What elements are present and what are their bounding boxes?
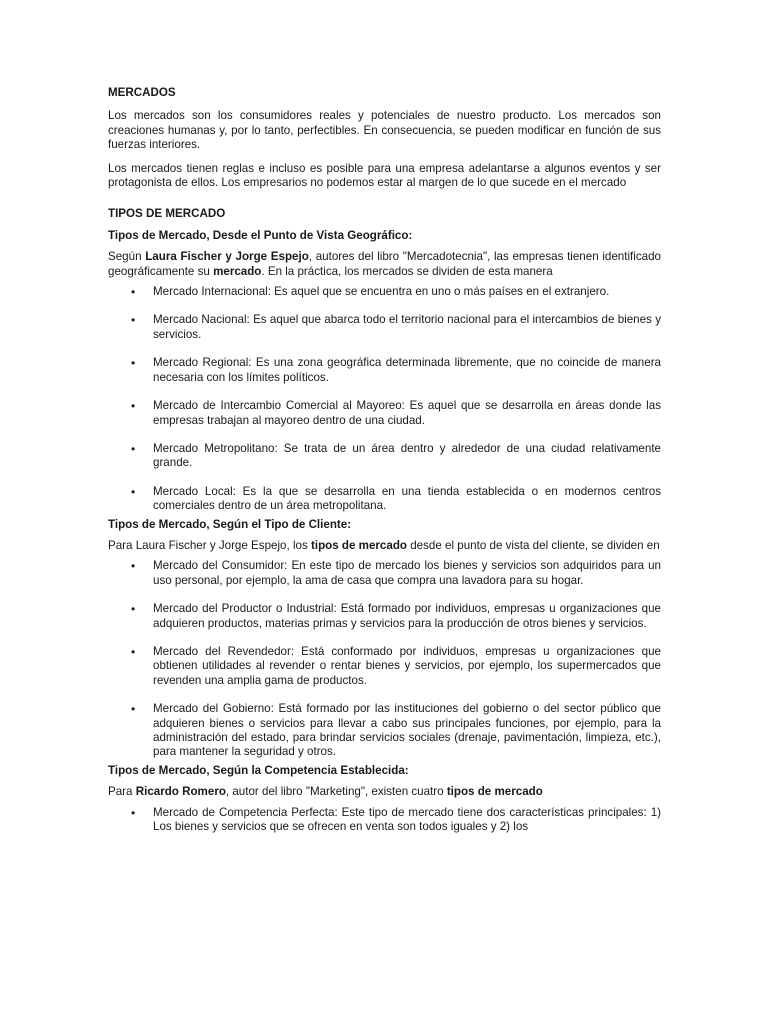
competencia-list (108, 806, 661, 835)
geo-intro-text-e: . En la práctica, los mercados se dividen de esta manera (261, 264, 553, 278)
competencia-intro-text-a: Para (108, 785, 136, 799)
list-item (108, 399, 661, 428)
list-item-text: Mercado del Revendedor: Está conformado por individuos, empresas u organizaciones que obtienen utilidades al revender o rentar bienes y servicios, por ejemplo, los supermercados que revenden una amplia gama de productos. (153, 644, 661, 687)
list-item-text: Mercado Metropolitano: Se trata de un área dentro y alrededor de una ciudad relativamente grande. (153, 441, 661, 470)
list-item-text: Mercado Internacional: Es aquel que se encuentra en uno o más países en el extranjero. (153, 285, 610, 299)
bullet-icon: • (131, 313, 136, 328)
subheading-cliente: Tipos de Mercado, Según el Tipo de Cliente: (108, 517, 352, 531)
list-item-text: Mercado Local: Es la que se desarrolla en una tienda establecida o en modernos centros comerciales dentro de un área metropolitana. (153, 484, 661, 513)
bullet-icon: • (131, 702, 136, 717)
geo-intro-paragraph (108, 250, 661, 279)
list-item-text: Mercado del Consumidor: En este tipo de mercado los bienes y servicios son adquiridos para un uso personal, por ejemplo, la ama de casa que compra una lavadora para su hogar. (153, 559, 661, 587)
cliente-intro-text-a: Para Laura Fischer y Jorge Espejo, los (108, 538, 311, 552)
competencia-intro-tipos: tipos de mercado (446, 785, 543, 799)
subheading-competencia: Tipos de Mercado, Según la Competencia Establecida: (108, 763, 409, 777)
list-item (108, 313, 661, 342)
intro-paragraph-2: Los mercados tienen reglas e incluso es posible para una empresa adelantarse a algunos eventos y ser protagonista de ellos. Los empresarios no podemos estar al margen de lo que sucede en el mercado (108, 161, 661, 190)
bullet-icon: • (131, 441, 136, 456)
geo-intro-text-c: , autores del libro "Mercadotecnia", las empresas tienen identificado geográficamente su (108, 250, 661, 278)
list-item (108, 485, 661, 514)
competencia-intro-text-c: , autor del libro "Marketing", existen cuatro (225, 785, 447, 799)
bullet-icon: • (131, 356, 136, 371)
bullet-icon: • (131, 484, 136, 499)
competencia-intro-paragraph (108, 785, 661, 799)
list-item (108, 702, 661, 760)
list-item (108, 559, 661, 588)
list-item (108, 356, 661, 385)
cliente-intro-paragraph (108, 539, 661, 553)
list-item-text: Mercado Regional: Es una zona geográfica determinada libremente, que no coincide de manera necesaria con los límites políticos. (153, 356, 661, 384)
list-item (108, 442, 661, 471)
list-item-text: Mercado Nacional: Es aquel que abarca todo el territorio nacional para el intercambios de bienes y servicios. (153, 313, 661, 341)
list-item (108, 806, 661, 835)
bullet-icon: • (131, 285, 136, 300)
geo-intro-text-a: Según (108, 250, 146, 264)
list-item-text: Mercado de Intercambio Comercial al Mayoreo: Es aquel que se desarrolla en áreas donde las empresas trabajan al mayoreo dentro de una ciudad. (153, 399, 661, 427)
cliente-list (108, 559, 661, 759)
document-content (108, 86, 661, 834)
page-title: MERCADOS (108, 86, 176, 99)
geo-intro-mercado: mercado (213, 264, 262, 278)
bullet-icon: • (131, 559, 136, 574)
bullet-icon: • (131, 644, 136, 659)
bullet-icon: • (131, 602, 136, 617)
bullet-icon: • (131, 399, 136, 414)
list-item (108, 645, 661, 688)
bullet-icon: • (131, 805, 136, 820)
competencia-intro-author: Ricardo Romero (135, 785, 226, 799)
intro-paragraph-1: Los mercados son los consumidores reales y potenciales de nuestro producto. Los mercados son creaciones humanas y, por lo tanto, perfectibles. En consecuencia, se pueden modificar en función de sus fuerzas interiores. (108, 109, 661, 152)
list-item-text: Mercado del Gobierno: Está formado por las instituciones del gobierno o del sector público que adquieren bienes o servicios para llevar a cabo sus principales funciones, por ejemplo, para la administración del estado, para brindar servicios sociales (drenaje, pavimentación, limpieza, etc.), para mantener la seguridad y otros. (153, 702, 661, 759)
list-item-text: Mercado del Productor o Industrial: Está formado por individuos, empresas u organizaciones que adquieren productos, materias primas y servicios para la producción de otros bienes y servicios. (153, 602, 661, 630)
subheading-geografico: Tipos de Mercado, Desde el Punto de Vista Geográfico: (108, 228, 413, 242)
geo-list (108, 285, 661, 513)
geo-intro-authors: Laura Fischer y Jorge Espejo (145, 250, 309, 264)
cliente-intro-tipos: tipos de mercado (311, 538, 407, 552)
cliente-intro-text-c: desde el punto de vista del cliente, se dividen en (407, 538, 660, 552)
section-title-tipos: TIPOS DE MERCADO (108, 207, 226, 221)
list-item (108, 602, 661, 631)
list-item-text: Mercado de Competencia Perfecta: Este tipo de mercado tiene dos características principales: 1) Los bienes y servicios que se ofrecen en venta son todos iguales y 2) los (153, 805, 661, 834)
list-item (108, 285, 661, 299)
